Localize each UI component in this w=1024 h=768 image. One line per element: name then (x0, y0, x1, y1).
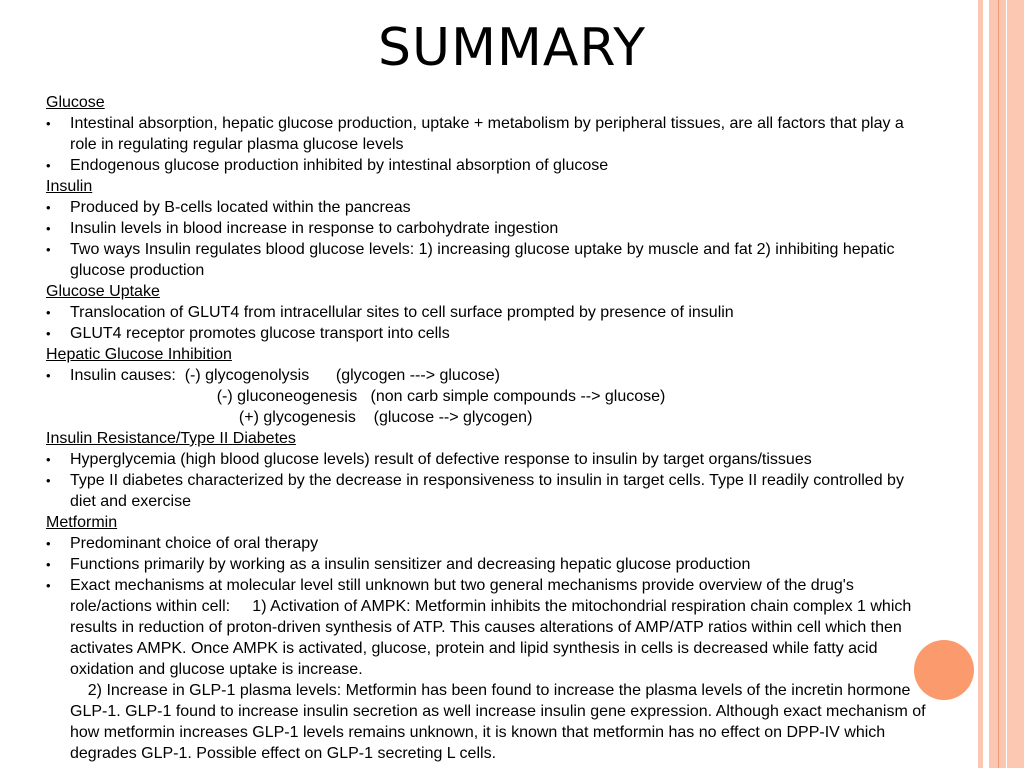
paragraph: 2) Increase in GLP-1 plasma levels: Metformin has been found to increase the plasma levels of the incretin hormone GLP-1. GLP-1 found to increase insulin secretion as well increase insulin gene expression. Although exact mechanism of how metformin increases GLP-1 levels remains unknown, it is known that metformin has no effect on DPP-IV which degrades GLP-1. Possible effect on GLP-1 secreting L cells. (70, 682, 931, 762)
section-heading: Glucose Uptake (46, 283, 160, 300)
continuation-line: (+) glycogenesis (glucose --> glycogen) (70, 409, 533, 426)
border-stripe (1007, 0, 1024, 768)
section-heading: Metformin (46, 514, 118, 531)
bullet-item: • Two ways Insulin regulates blood glucose levels: 1) increasing glucose uptake by muscle and fat 2) inhibiting hepatic glucose production (46, 239, 926, 281)
border-stripe (999, 0, 1006, 768)
bullet-item: • Produced by B-cells located within the pancreas (46, 197, 926, 218)
bullet-item: • GLUT4 receptor promotes glucose transport into cells (46, 323, 926, 344)
section-heading: Hepatic Glucose Inhibition (46, 346, 232, 363)
section-heading: Insulin Resistance/Type II Diabetes (46, 430, 296, 447)
bullet-item: • Insulin causes: (-) glycogenolysis (glycogen ---> glucose) (46, 365, 926, 386)
bullet-item: • Hyperglycemia (high blood glucose levels) result of defective response to insulin by target organs/tissues (46, 449, 926, 470)
slide-title: SUMMARY (378, 18, 646, 78)
bullet-item: • Predominant choice of oral therapy (46, 533, 926, 554)
section-heading: Glucose (46, 94, 105, 111)
bullet-item: • Functions primarily by working as a insulin sensitizer and decreasing hepatic glucose production (46, 554, 926, 575)
bullet-item: • Intestinal absorption, hepatic glucose production, uptake + metabolism by peripheral tissues, are all factors that play a role in regulating regular plasma glucose levels (46, 113, 926, 155)
border-stripe (989, 0, 998, 768)
bullet-item: • Exact mechanisms at molecular level still unknown but two general mechanisms provide overview of the drug's role/actions within cell: 1) Activation of AMPK: Metformin inhibits the mitochondrial respiration chain complex 1 which results in reduction of proton-driven synthesis of ATP. This causes alterations of AMP/ATP ratios within cell which then activates AMPK. Once AMPK is activated, glucose, protein and lipid synthesis in cells is decreased while fatty acid oxidation and glucose uptake is increase. (46, 575, 926, 680)
bullet-item: • Translocation of GLUT4 from intracellular sites to cell surface prompted by presence of insulin (46, 302, 926, 323)
bullet-item: • Insulin levels in blood increase in response to carbohydrate ingestion (46, 218, 926, 239)
border-stripe (978, 0, 983, 768)
slide-body (46, 92, 931, 764)
section-heading: Insulin (46, 178, 93, 195)
bullet-item: • Type II diabetes characterized by the decrease in responsiveness to insulin in target cells. Type II readily controlled by diet and exercise (46, 470, 926, 512)
continuation-line: (-) gluconeogenesis (non carb simple compounds --> glucose) (70, 388, 666, 405)
decorative-circle (914, 640, 974, 700)
bullet-item: • Endogenous glucose production inhibited by intestinal absorption of glucose (46, 155, 926, 176)
